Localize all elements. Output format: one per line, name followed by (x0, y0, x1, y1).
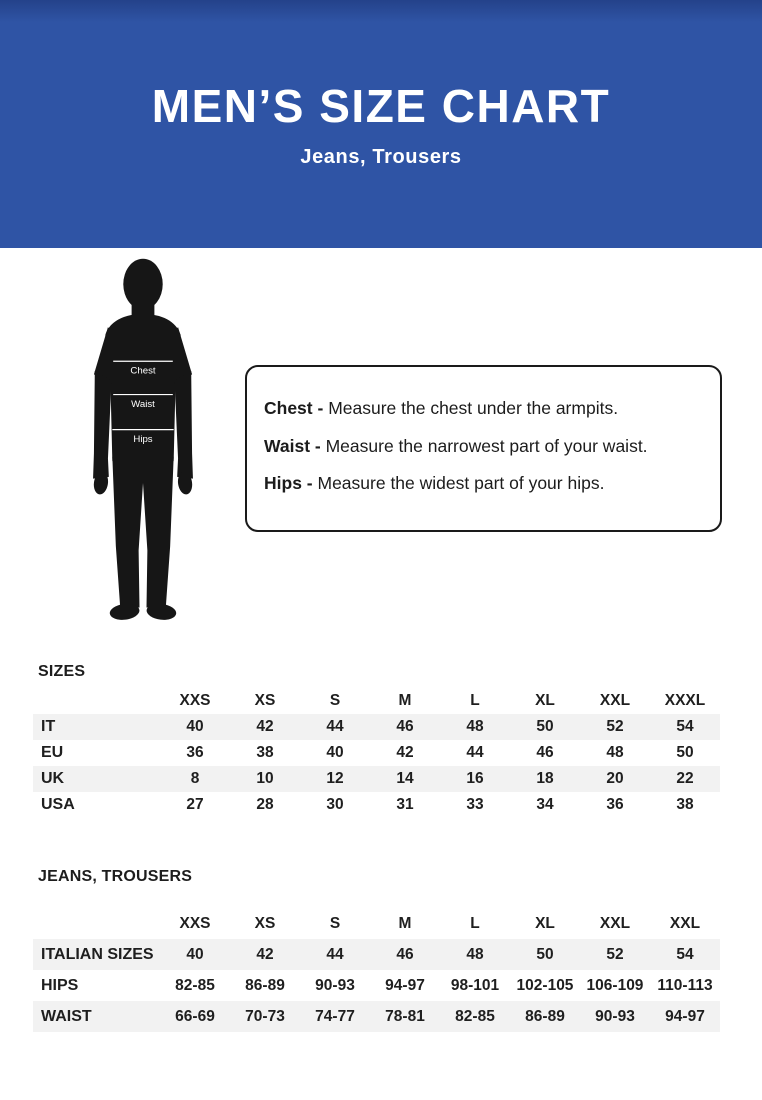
size-cell: 12 (326, 770, 344, 787)
sizes-col-header: M (398, 692, 412, 709)
size-cell: 94-97 (665, 1007, 705, 1025)
size-cell: 106-109 (586, 976, 644, 994)
sizes-col-header: L (470, 692, 480, 709)
jeans-row-waist (33, 1001, 720, 1032)
row-label: WAIST (41, 1007, 92, 1025)
size-cell: 38 (676, 796, 694, 813)
sizes-row-eu (33, 740, 720, 766)
size-cell: 48 (466, 945, 484, 963)
sizes-row-it (33, 714, 720, 740)
jeans-col-header: L (470, 914, 480, 932)
size-cell: 30 (326, 796, 344, 813)
sizes-col-header: XS (254, 692, 276, 709)
sizes-col-header: XL (535, 692, 555, 709)
jeans-col-header: XL (535, 914, 555, 932)
size-cell: 52 (606, 945, 624, 963)
sizes-table (33, 688, 720, 818)
size-cell: 46 (536, 744, 554, 761)
hips-description: Measure the widest part of your hips. (317, 473, 605, 493)
jeans-col-header: XXL (669, 914, 701, 932)
size-cell: 86-89 (525, 1007, 565, 1025)
size-cell: 86-89 (245, 976, 285, 994)
sizes-row-usa (33, 792, 720, 818)
size-cell: 74-77 (315, 1007, 355, 1025)
size-cell: 44 (466, 744, 484, 761)
jeans-corner-cell (33, 908, 160, 939)
size-cell: 48 (606, 744, 624, 761)
size-cell: 66-69 (175, 1007, 215, 1025)
sizes-col-header: XXL (599, 692, 631, 709)
size-cell: 54 (676, 945, 694, 963)
size-cell: 94-97 (385, 976, 425, 994)
silhouette-right-arm (175, 371, 193, 479)
size-cell: 48 (466, 718, 484, 735)
size-cell: 46 (396, 945, 414, 963)
jeans-section-heading: JEANS, TROUSERS (38, 868, 193, 885)
sizes-col-header: XXXL (664, 692, 706, 709)
size-cell: 44 (326, 945, 344, 963)
size-cell: 50 (536, 718, 554, 735)
size-cell: 42 (396, 744, 414, 761)
chest-description: Measure the chest under the armpits. (328, 398, 619, 418)
size-cell: 90-93 (595, 1007, 635, 1025)
row-label: IT (41, 718, 56, 735)
row-label: UK (41, 770, 65, 787)
size-cell: 40 (186, 945, 204, 963)
jeans-col-header: XXS (179, 914, 211, 932)
size-cell: 38 (256, 744, 274, 761)
waist-term: Waist - (264, 435, 321, 456)
size-cell: 78-81 (385, 1007, 425, 1025)
size-cell: 36 (186, 744, 204, 761)
size-cell: 31 (396, 796, 414, 813)
size-cell: 50 (536, 945, 554, 963)
sizes-header-row (33, 688, 720, 714)
sizes-corner-cell (33, 688, 160, 714)
silhouette-right-leg (143, 457, 174, 608)
size-cell: 98-101 (450, 976, 500, 994)
jeans-col-header: S (329, 914, 341, 932)
size-cell: 42 (256, 718, 274, 735)
size-cell: 40 (186, 718, 204, 735)
silhouette-left-arm (93, 371, 111, 479)
waist-instruction (264, 435, 704, 459)
hips-instruction (264, 472, 704, 496)
size-cell: 36 (606, 796, 624, 813)
page-title: MEN’S SIZE CHART (151, 80, 611, 132)
size-cell: 110-113 (657, 976, 713, 994)
row-label: EU (41, 744, 64, 761)
sizes-col-header: S (329, 692, 341, 709)
jeans-trousers-table (33, 908, 720, 1032)
jeans-row-hips (33, 970, 720, 1001)
male-figure-silhouette (55, 257, 231, 625)
chest-term: Chest - (264, 398, 324, 418)
size-cell: 14 (396, 770, 414, 787)
size-cell: 50 (676, 744, 694, 761)
size-cell: 33 (466, 796, 484, 813)
size-cell: 54 (676, 718, 694, 735)
size-cell: 10 (256, 770, 274, 787)
chest-instruction (264, 397, 704, 421)
size-cell: 52 (606, 718, 624, 735)
size-cell: 28 (256, 796, 274, 813)
silhouette-left-leg (112, 457, 143, 608)
figure-chest-label: Chest (130, 365, 156, 377)
size-cell: 70-73 (245, 1007, 285, 1025)
size-cell: 16 (466, 770, 484, 787)
jeans-header-row (33, 908, 720, 939)
jeans-col-header: XXL (599, 914, 631, 932)
page-subtitle: Jeans, Trousers (300, 146, 462, 168)
jeans-col-header: XS (254, 914, 276, 932)
size-cell: 82-85 (455, 1007, 495, 1025)
measurement-instructions-box (245, 365, 722, 532)
size-cell: 22 (676, 770, 694, 787)
size-cell: 46 (396, 718, 414, 735)
sizes-col-header: XXS (179, 692, 211, 709)
waist-description: Measure the narrowest part of your waist. (325, 435, 648, 456)
jeans-row-italian-sizes (33, 939, 720, 970)
size-cell: 82-85 (175, 976, 215, 994)
sizes-section-heading: SIZES (38, 663, 86, 680)
size-cell: 8 (190, 770, 200, 787)
size-cell: 102-105 (516, 976, 574, 994)
header-banner (0, 0, 762, 248)
row-label: ITALIAN SIZES (41, 945, 154, 963)
size-cell: 44 (326, 718, 344, 735)
figure-waist-label: Waist (131, 398, 155, 410)
row-label: HIPS (41, 976, 79, 994)
size-cell: 27 (186, 796, 204, 813)
sizes-row-uk (33, 766, 720, 792)
hips-term: Hips - (264, 473, 313, 493)
size-cell: 18 (536, 770, 554, 787)
size-cell: 34 (536, 796, 554, 813)
size-cell: 40 (326, 744, 344, 761)
size-cell: 90-93 (315, 976, 355, 994)
figure-hips-label: Hips (133, 433, 153, 445)
size-cell: 42 (256, 945, 274, 963)
jeans-col-header: M (398, 914, 412, 932)
row-label: USA (41, 796, 75, 813)
size-cell: 20 (606, 770, 624, 787)
